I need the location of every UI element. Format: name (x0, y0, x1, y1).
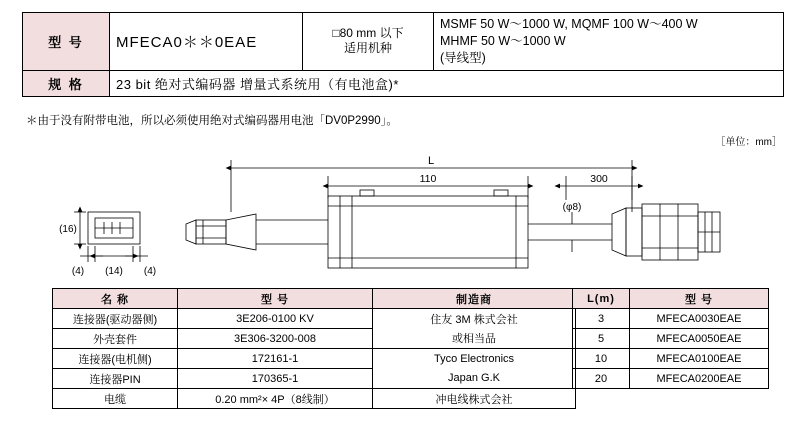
length-header-model: 型 号 (630, 289, 769, 309)
table-row (573, 349, 769, 369)
parts-maker-2: Tyco Electronics (373, 349, 576, 369)
parts-model-0: 3E206-0100 KV (178, 309, 373, 329)
spec-label-specification: 规 格 (23, 70, 110, 96)
dim-label-L: L (427, 155, 435, 167)
spec-label-model: 型 号 (23, 13, 110, 71)
table-row (573, 309, 769, 329)
length-model-2: MFECA0100EAE (630, 349, 769, 369)
table-row (53, 349, 576, 369)
table-row (53, 329, 576, 349)
spec-table (22, 12, 784, 97)
footnote-battery: ＊由于没有附带电池，所以必须使用绝对式编码器用电池「DV0P2990」。 (26, 115, 398, 127)
parts-header-model: 型 号 (178, 289, 373, 309)
parts-header-maker: 制造商 (373, 289, 576, 309)
spec-row-model (23, 13, 784, 71)
length-model-1: MFECA0050EAE (630, 329, 769, 349)
dim-label-300: 300 (590, 173, 608, 185)
spec-value-specification: 23 bit 绝对式编码器 增量式系统用（有电池盒)* (110, 70, 784, 96)
parts-model-4: 0.20 mm²× 4P（8线制） (178, 389, 373, 409)
spec-row-specification (23, 70, 784, 96)
motor-line-3: (导线型) (440, 50, 486, 65)
parts-maker-4: 冲电线株式会社 (373, 389, 576, 409)
parts-table-header-row (53, 289, 576, 309)
motor-line-2: MHMF 50 W～1000 W (440, 33, 566, 48)
parts-table (52, 288, 576, 409)
length-value-3: 20 (573, 369, 630, 389)
dim-label-4-right: (4) (143, 266, 157, 277)
cable-drawing (0, 140, 806, 280)
length-value-1: 5 (573, 329, 630, 349)
table-row (53, 389, 576, 409)
parts-model-1: 3E306-3200-008 (178, 329, 373, 349)
parts-name-2: 连接器(电机侧) (53, 349, 178, 369)
dim-label-14: (14) (105, 266, 123, 277)
dim-label-16: (16) (59, 224, 77, 235)
table-row (573, 369, 769, 389)
dim-label-4-left: (4) (71, 266, 85, 277)
table-row (53, 369, 576, 389)
length-model-3: MFECA0200EAE (630, 369, 769, 389)
spec-value-model: MFECA0＊＊0EAE (110, 13, 303, 71)
parts-maker-0: 住友 3M 株式会社 (373, 309, 576, 329)
parts-maker-1: 或相当品 (373, 329, 576, 349)
parts-model-3: 170365-1 (178, 369, 373, 389)
table-row (53, 309, 576, 329)
parts-name-3: 连接器PIN (53, 369, 178, 389)
spec-motor-list (434, 13, 784, 71)
parts-name-0: 连接器(驱动器侧) (53, 309, 178, 329)
frame-size-line2: 适用机种 (343, 41, 392, 56)
spec-frame-size (303, 13, 434, 71)
parts-name-4: 电缆 (53, 389, 178, 409)
parts-header-name: 名 称 (53, 289, 178, 309)
dim-label-110: 110 (419, 173, 437, 185)
length-model-0: MFECA0030EAE (630, 309, 769, 329)
length-table-header-row (573, 289, 769, 309)
parts-model-2: 172161-1 (178, 349, 373, 369)
length-value-2: 10 (573, 349, 630, 369)
table-row (573, 329, 769, 349)
motor-line-1: MSMF 50 W～1000 W, MQMF 100 W～400 W (440, 17, 698, 31)
length-header-l: L(m) (573, 289, 630, 309)
length-value-0: 3 (573, 309, 630, 329)
frame-size-line1: □80 mm 以下 (332, 26, 404, 41)
length-model-table (572, 288, 769, 389)
dim-label-diameter-8: (φ8) (562, 202, 582, 213)
parts-name-1: 外壳套件 (53, 329, 178, 349)
parts-maker-3: Japan G.K (373, 369, 576, 389)
unit-note: ［单位：mm］ (715, 137, 782, 148)
